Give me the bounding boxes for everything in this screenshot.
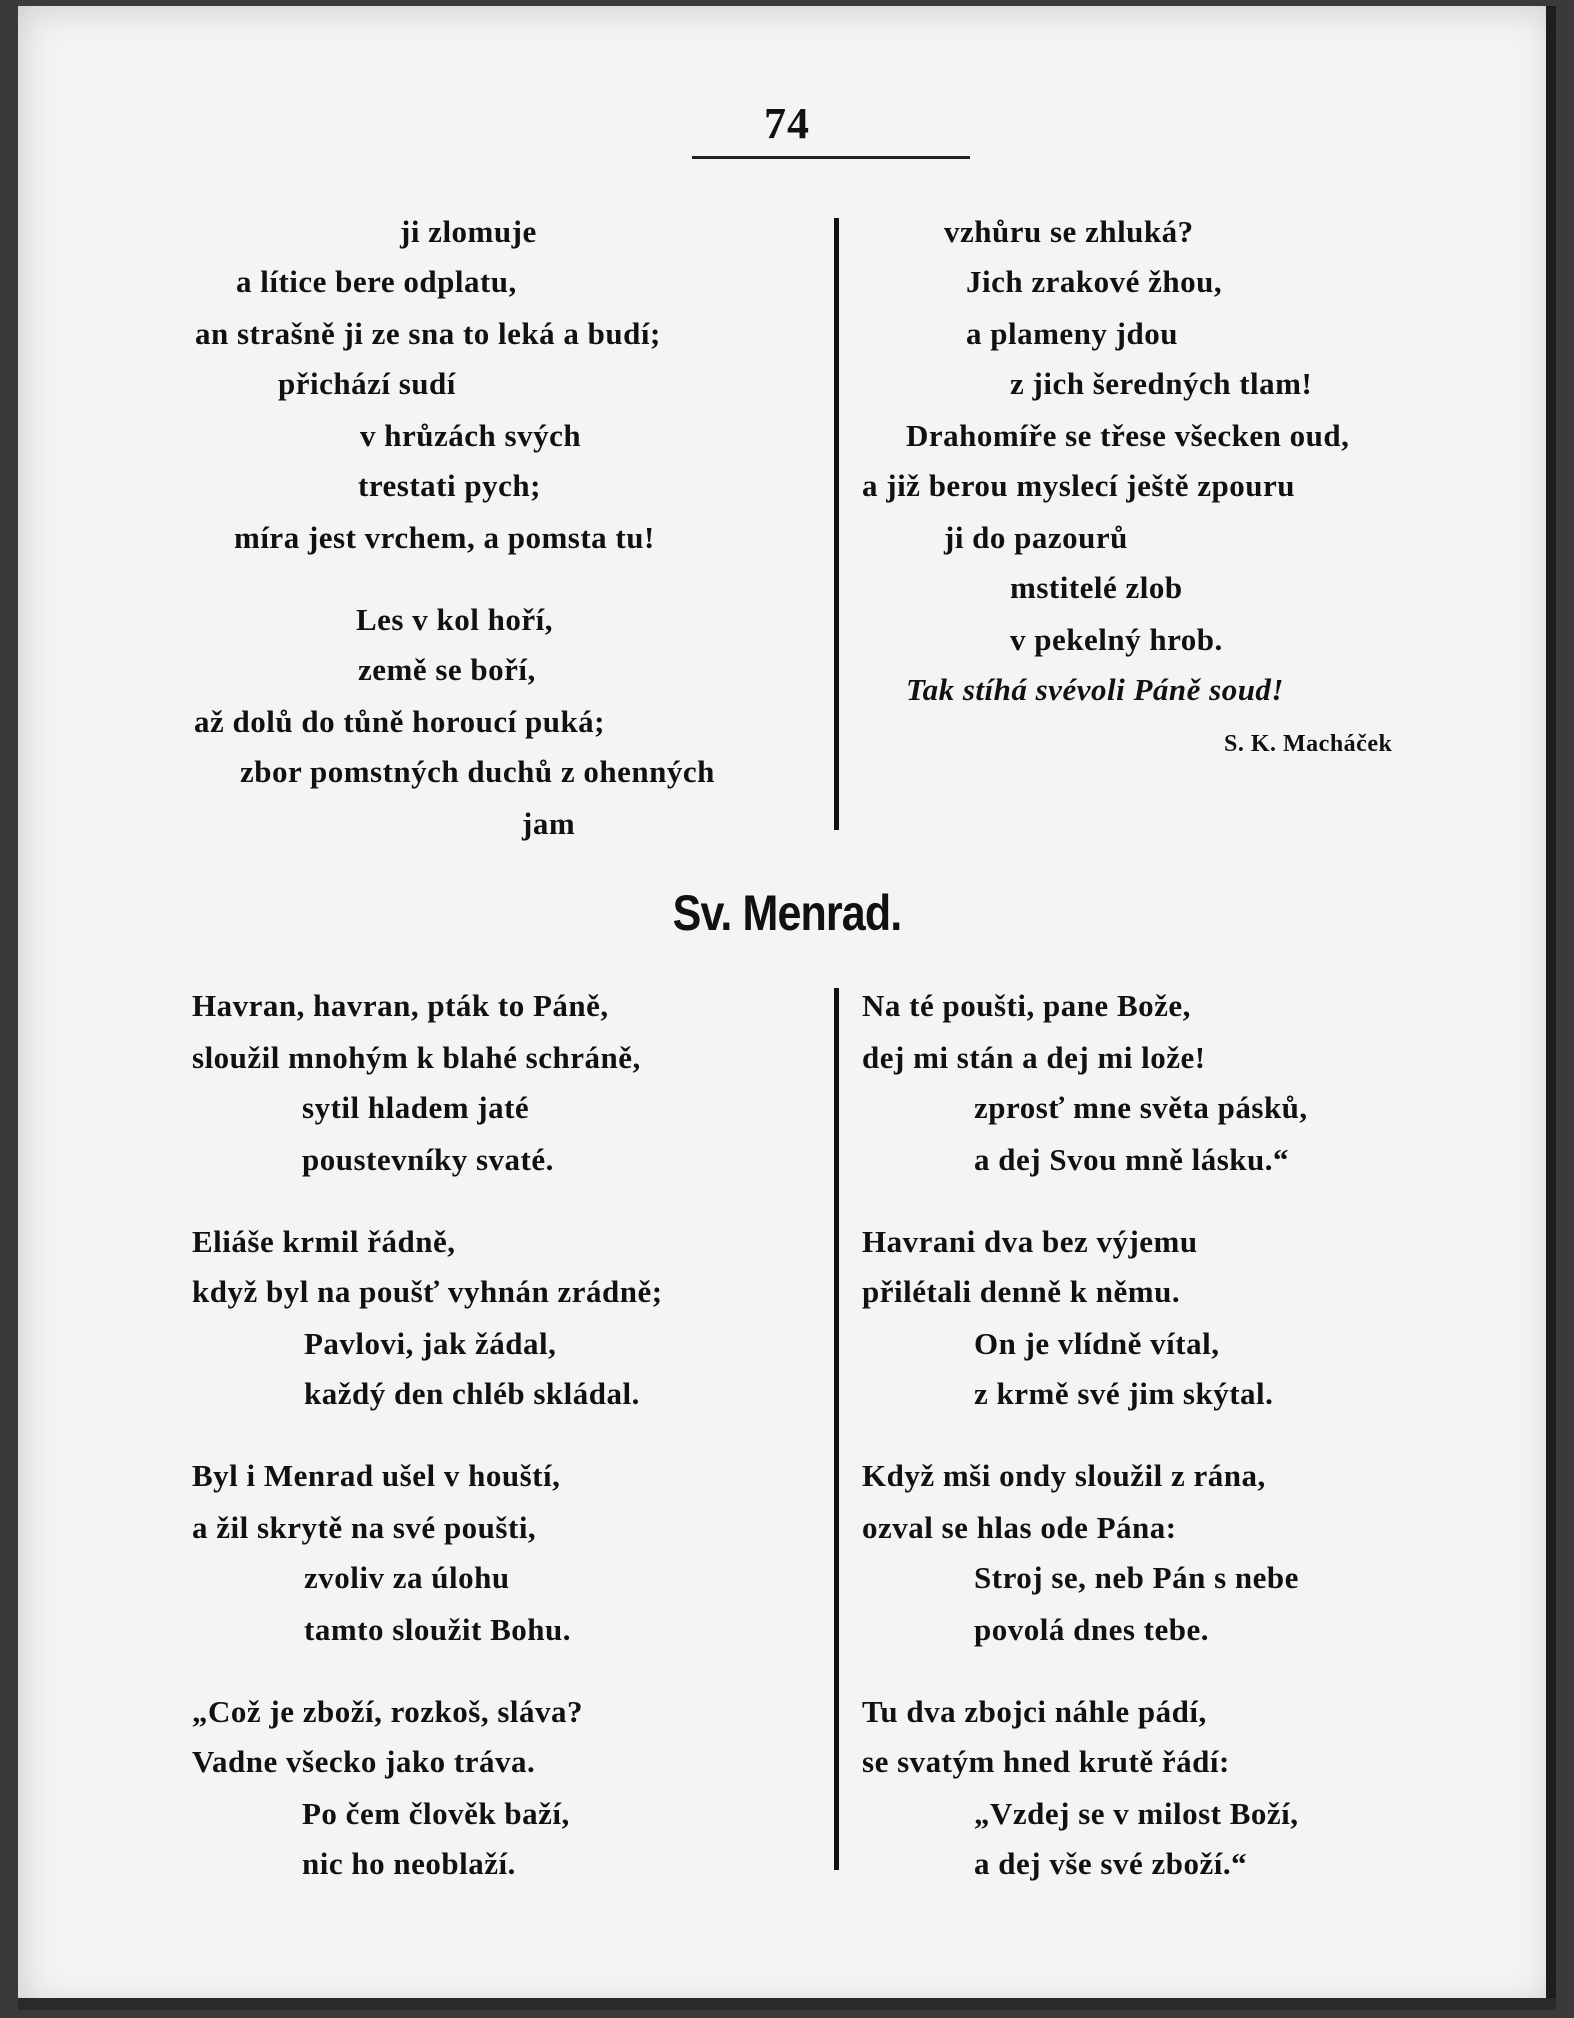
verse-line: Po čem člověk baží, <box>302 1796 570 1831</box>
verse-line: vzhůru se zhluká? <box>944 214 1194 249</box>
verse-line: až dolů do tůně horoucí puká; <box>194 704 606 739</box>
verse-line: sytil hladem jaté <box>302 1090 530 1125</box>
verse-line: z krmě své jim skýtal. <box>974 1376 1274 1411</box>
page-edge-shadow <box>1546 6 1556 2010</box>
verse-line: ozval se hlas ode Pána: <box>862 1510 1177 1545</box>
column-divider-top <box>834 218 839 830</box>
verse-line: Drahomíře se třese všecken oud, <box>906 418 1350 453</box>
column-divider-bottom <box>834 988 839 1870</box>
verse-line: země se boří, <box>358 652 536 687</box>
verse-line: každý den chléb skládal. <box>304 1376 640 1411</box>
verse-line: an strašně ji ze sna to leká a budí; <box>195 316 661 351</box>
verse-line: ji do pazourů <box>944 520 1128 555</box>
verse-line: se svatým hned krutě řádí: <box>862 1744 1230 1779</box>
verse-line: v pekelný hrob. <box>1010 622 1223 657</box>
verse-line: a žil skrytě na své poušti, <box>192 1510 537 1545</box>
verse-line: zvoliv za úlohu <box>304 1560 510 1595</box>
page-bottom-edge <box>18 1998 1556 2010</box>
verse-line: a lítice bere odplatu, <box>236 264 517 299</box>
verse-line: nic ho neoblaží. <box>302 1846 516 1881</box>
verse-line: On je vlídně vítal, <box>974 1326 1220 1361</box>
poem-title: Sv. Menrad. <box>672 885 902 941</box>
verse-line: jam <box>522 806 576 841</box>
verse-line: poustevníky svaté. <box>302 1142 554 1177</box>
verse-line: Eliáše krmil řádně, <box>192 1224 456 1259</box>
verse-line: tamto sloužit Bohu. <box>304 1612 571 1647</box>
verse-line: Pavlovi, jak žádal, <box>304 1326 557 1361</box>
verse-line: ji zlomuje <box>400 214 537 249</box>
verse-line: zbor pomstných duchů z ohenných <box>240 754 715 789</box>
author-signature: S. K. Macháček <box>1224 731 1393 757</box>
verse-line: mstitelé zlob <box>1010 570 1183 605</box>
verse-line: Havran, havran, pták to Páně, <box>192 988 609 1023</box>
verse-line: Les v kol hoří, <box>356 602 553 637</box>
verse-line: v hrůzách svých <box>360 418 582 453</box>
verse-line: „Což je zboží, rozkoš, sláva? <box>192 1694 584 1729</box>
verse-line: Tu dva zbojci náhle pádí, <box>862 1694 1207 1729</box>
verse-line: sloužil mnohým k blahé schráně, <box>192 1040 641 1075</box>
verse-line: Jich zrakové žhou, <box>966 264 1223 299</box>
page-number-rule <box>692 156 970 159</box>
verse-line: a již berou myslecí ještě zpouru <box>862 468 1295 503</box>
verse-line: přichází sudí <box>278 366 456 401</box>
verse-line: když byl na poušť vyhnán zrádně; <box>192 1274 663 1309</box>
verse-line: a plameny jdou <box>966 316 1178 351</box>
verse-line: povolá dnes tebe. <box>974 1612 1209 1647</box>
verse-line: míra jest vrchem, a pomsta tu! <box>234 520 655 555</box>
verse-line: přilétali denně k němu. <box>862 1274 1181 1309</box>
verse-line: a dej Svou mně lásku.“ <box>974 1142 1290 1177</box>
verse-line: z jich šeredných tlam! <box>1010 366 1313 401</box>
verse-line: Vadne všecko jako tráva. <box>192 1744 536 1779</box>
verse-line: dej mi stán a dej mi lože! <box>862 1040 1206 1075</box>
verse-line: zprosť mne světa pásků, <box>974 1090 1308 1125</box>
verse-line: „Vzdej se v milost Boží, <box>974 1796 1299 1831</box>
verse-line: Tak stíhá svévoli Páně soud! <box>906 672 1284 707</box>
verse-line: Byl i Menrad ušel v houští, <box>192 1458 561 1493</box>
page-number: 74 <box>764 99 810 148</box>
verse-line: Stroj se, neb Pán s nebe <box>974 1560 1299 1595</box>
verse-line: Havrani dva bez výjemu <box>862 1224 1198 1259</box>
verse-line: trestati pych; <box>358 468 541 503</box>
verse-line: Když mši ondy sloužil z rána, <box>862 1458 1266 1493</box>
verse-line: Na té poušti, pane Bože, <box>862 988 1191 1023</box>
verse-line: a dej vše své zboží.“ <box>974 1846 1248 1881</box>
